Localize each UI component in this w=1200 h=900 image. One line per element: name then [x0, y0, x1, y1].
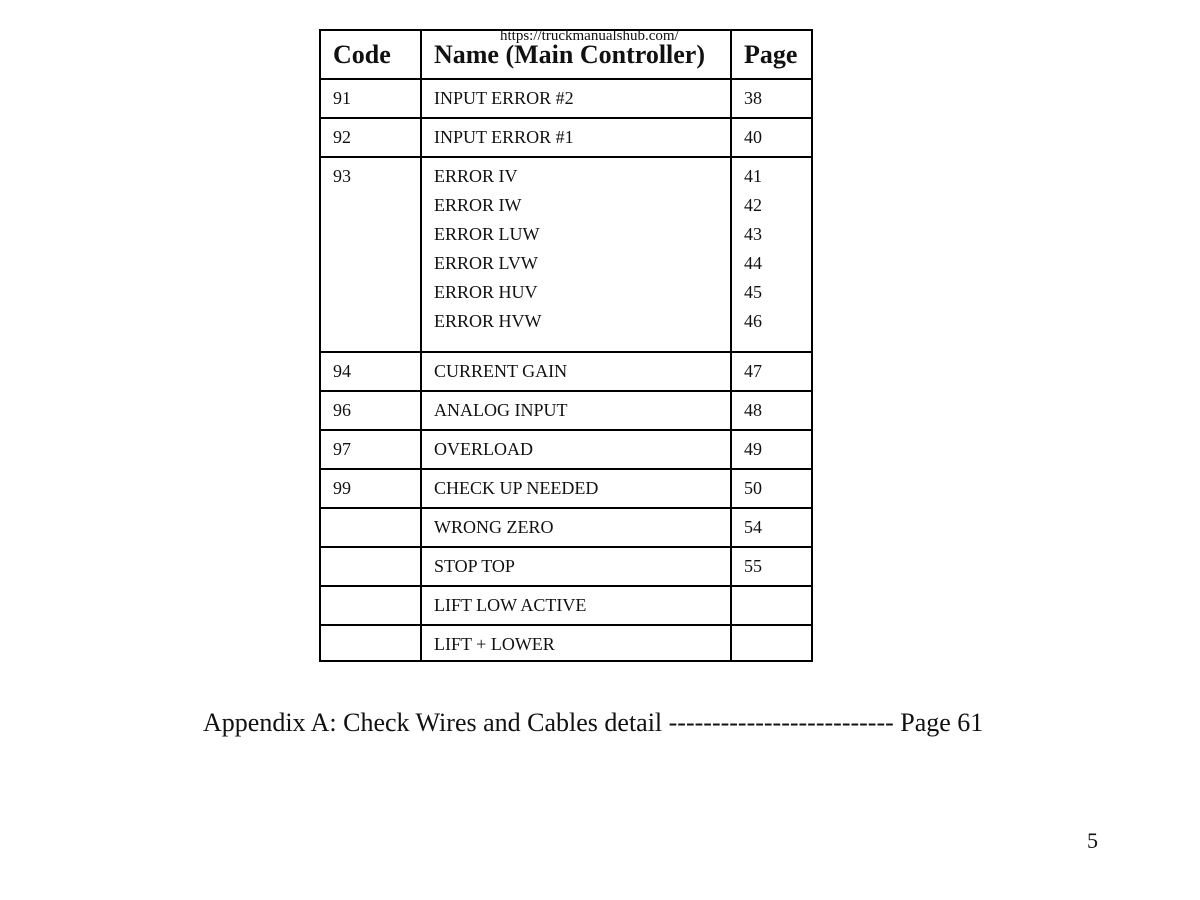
code-cell: 96 [320, 391, 421, 430]
page-cell: 55 [731, 547, 812, 586]
code-cell: 92 [320, 118, 421, 157]
table-row [320, 352, 812, 391]
page-line: 44 [744, 253, 762, 273]
table-row [320, 79, 812, 118]
code-cell: 91 [320, 79, 421, 118]
name-cell: STOP TOP [421, 547, 731, 586]
name-line: ERROR LVW [434, 253, 538, 273]
code-cell: 93 [320, 157, 421, 352]
page-cell: 50 [731, 469, 812, 508]
watermark-url: https://truckmanualshub.com/ [500, 28, 679, 44]
name-cell: WRONG ZERO [421, 508, 731, 547]
table-row [320, 625, 812, 661]
code-cell: 94 [320, 352, 421, 391]
name-cell [421, 157, 731, 352]
table-row [320, 118, 812, 157]
name-cell: LIFT LOW ACTIVE [421, 586, 731, 625]
name-line: ERROR HUV [434, 282, 538, 302]
name-cell: ANALOG INPUT [421, 391, 731, 430]
table-row [320, 586, 812, 625]
code-cell: 97 [320, 430, 421, 469]
code-cell [320, 625, 421, 661]
name-line: ERROR IV [434, 166, 518, 186]
name-cell: LIFT + LOWER [421, 625, 731, 661]
table-row [320, 391, 812, 430]
page-cell [731, 157, 812, 352]
page-cell: 40 [731, 118, 812, 157]
table-row [320, 469, 812, 508]
name-cell: CURRENT GAIN [421, 352, 731, 391]
page-cell: 47 [731, 352, 812, 391]
page-line: 46 [744, 311, 762, 331]
error-code-table [319, 29, 813, 662]
page-cell: 49 [731, 430, 812, 469]
page-line: 43 [744, 224, 762, 244]
page-cell [731, 586, 812, 625]
code-cell [320, 547, 421, 586]
page-line: 42 [744, 195, 762, 215]
page-cell [731, 625, 812, 661]
code-cell [320, 586, 421, 625]
header-name: Name (Main Controller) [421, 30, 731, 79]
appendix-reference: Appendix A: Check Wires and Cables detail -------------------------- Page 61 [203, 708, 984, 737]
page-number: 5 [1087, 828, 1098, 853]
name-line: ERROR HVW [434, 311, 542, 331]
name-line: ERROR LUW [434, 224, 540, 244]
page-line: 41 [744, 166, 762, 186]
header-code: Code [320, 30, 421, 79]
name-line: ERROR IW [434, 195, 522, 215]
table-row [320, 547, 812, 586]
name-cell: CHECK UP NEEDED [421, 469, 731, 508]
header-page: Page [731, 30, 812, 79]
table-row [320, 157, 812, 352]
name-cell: INPUT ERROR #1 [421, 118, 731, 157]
name-cell: OVERLOAD [421, 430, 731, 469]
page-line: 45 [744, 282, 762, 302]
code-cell [320, 508, 421, 547]
page-cell: 48 [731, 391, 812, 430]
table-row [320, 508, 812, 547]
table-row [320, 430, 812, 469]
name-cell: INPUT ERROR #2 [421, 79, 731, 118]
page-cell: 38 [731, 79, 812, 118]
page-cell: 54 [731, 508, 812, 547]
code-cell: 99 [320, 469, 421, 508]
